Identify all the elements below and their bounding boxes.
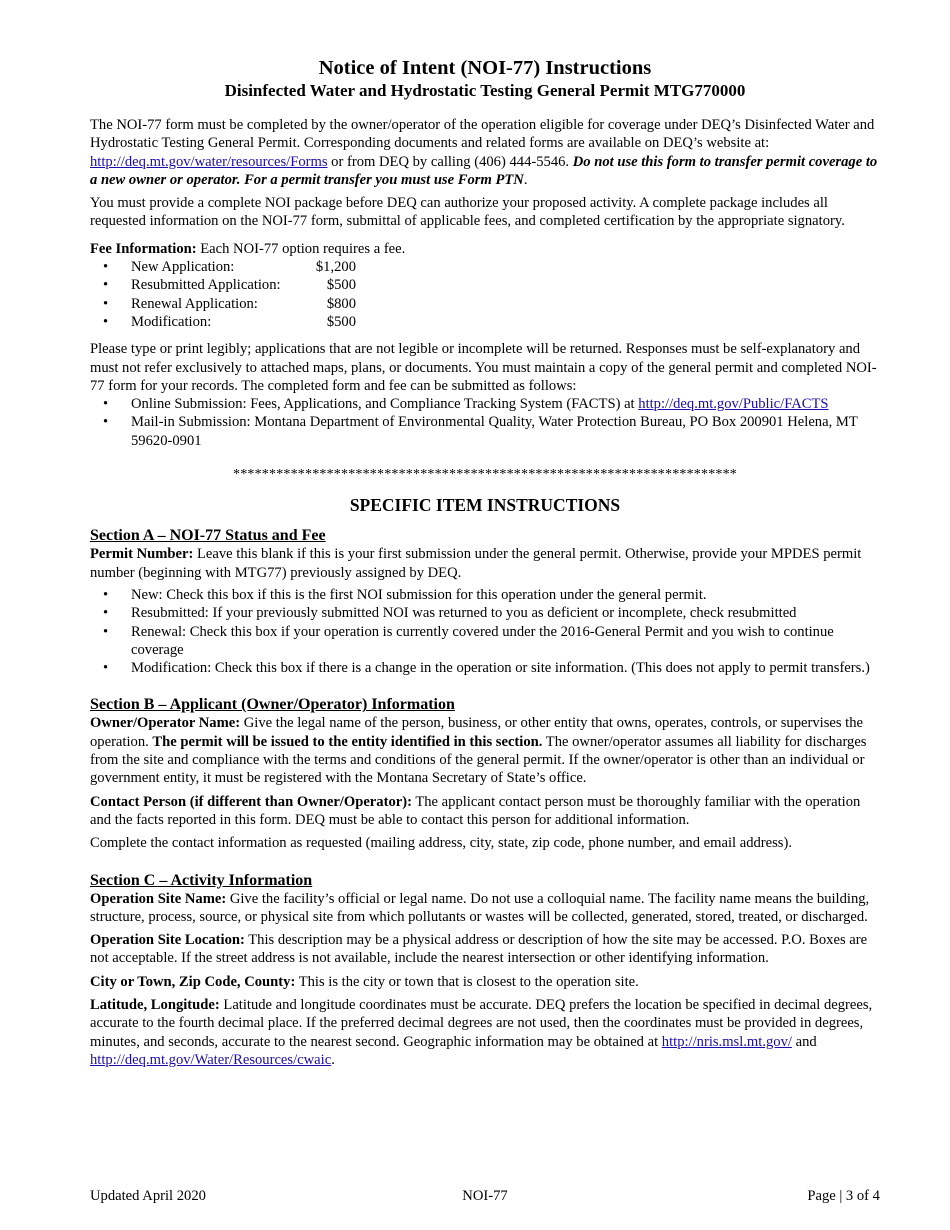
contact-paragraph: Contact Person (if different than Owner/Operator): The applicant contact person must be thoroughly familiar with the operation and the facts reported in this form. DEQ must be able to contact this person for additional information. [90,793,861,828]
status-resubmitted: • Resubmitted: If your previously submitted NOI was returned to you as deficient or incomplete, check resubmitted [90,604,880,622]
footer-updated: Updated April 2020 [90,1188,206,1204]
transfer-warning: Do not use this form to transfer permit coverage to a new owner or operator. For a permit transfer you must use Form PTN [90,153,878,188]
owner-paragraph: Owner/Operator Name: Give the legal name of the person, business, or other entity that owns, operates, controls, or supervises the operation. The permit will be issued to the entity identified in this section. The owner/operator assumes all liability for discharges from the site and compliance with the terms and conditions of the general permit. If the owner/operator is other than an individual or government entity, it must be registered with the Montana Secretary of State’s office. [90,715,867,787]
complete-contact-paragraph: Complete the contact information as requested (mailing address, city, state, zip code, phone number, and email address). [90,835,792,852]
fee-item: • Resubmitted Application: $500 [90,276,880,294]
fee-item: • Renewal Application: $800 [90,295,880,313]
fee-item: • Modification: $500 [90,313,880,331]
fee-item: • New Application: $1,200 [90,258,880,276]
online-submission-item: • Online Submission: Fees, Applications, and Compliance Tracking System (FACTS) at http://deq.mt.gov/Public/FACTS [90,395,880,413]
status-list [90,586,880,677]
footer-form-id: NOI-77 [462,1188,508,1204]
site-name-paragraph: Operation Site Name: Give the facility’s official or legal name. Do not use a colloquial name. The facility name means the building, structure, process, source, or physical site from which pollutants or wastes will be collected, generated, stored, treated, or discharged. [90,890,870,925]
submission-paragraph: Please type or print legibly; applications that are not legible or incomplete will be returned. Responses must be self-explanatory and must not refer exclusively to attached maps, plans, or documents. You must maintain a copy of the general permit and completed NOI-77 form for your records. The completed form and fee can be submitted as follows: [90,341,877,394]
package-paragraph: You must provide a complete NOI package before DEQ can authorize your proposed activity. A complete package includes all requested information on the NOI-77 form, submittal of applicable fees, and completed certification by the appropriate signatory. [90,195,845,230]
site-location-paragraph: Operation Site Location: This description may be a physical address or description of how the site may be accessed. P.O. Boxes are not acceptable. If the street address is not available, include the nearest intersection or other identifying information. [90,932,868,967]
nris-link[interactable]: http://nris.msl.mt.gov/ [661,1033,792,1050]
section-a-title: Section A – NOI-77 Status and Fee [90,527,326,545]
page-subtitle: Disinfected Water and Hydrostatic Testing General Permit MTG770000 [224,81,746,100]
section-b-title: Section B – Applicant (Owner/Operator) Information [90,696,455,714]
divider: ********************************************************************** [233,467,737,483]
status-new: • New: Check this box if this is the first NOI submission for this operation under the general permit. [90,586,880,604]
submission-list [90,395,880,450]
page-footer [90,1187,880,1205]
document-page [90,56,880,1069]
intro-paragraph: The NOI-77 form must be completed by the owner/operator of the operation eligible for coverage under DEQ’s Disinfected Water and Hydrostatic Testing General Permit. Corresponding documents and related forms are available on DEQ’s website at: http://deq.mt.gov/water/resources/Forms or from DEQ by calling (406) 444-5546. Do not use this form to transfer permit coverage to a new owner or operator. For a permit transfer you must use Form PTN. [90,117,878,188]
footer-page-number: Page | 3 of 4 [807,1188,880,1204]
city-paragraph: City or Town, Zip Code, County: This is the city or town that is closest to the operation site. [90,973,639,990]
facts-link[interactable]: http://deq.mt.gov/Public/FACTS [638,396,829,413]
fee-info: Fee Information: Each NOI-77 option requires a fee. [90,240,406,257]
status-modification: • Modification: Check this box if there is a change in the operation or site information. (This does not apply to permit transfers.) [90,659,880,677]
section-c-title: Section C – Activity Information [90,871,313,889]
fee-list [90,258,880,331]
status-renewal: • Renewal: Check this box if your operation is currently covered under the 2016-General Permit and you wish to continue coverage [90,623,880,660]
cwaic-link[interactable]: http://deq.mt.gov/Water/Resources/cwaic [90,1051,332,1068]
forms-link[interactable]: http://deq.mt.gov/water/resources/Forms [90,153,328,170]
permit-number-paragraph: Permit Number: Leave this blank if this is your first submission under the general permit. Otherwise, provide your MPDES permit number (beginning with MTG77) previously assigned by DEQ. [90,546,862,581]
specific-title: SPECIFIC ITEM INSTRUCTIONS [349,495,621,516]
latlon-paragraph: Latitude, Longitude: Latitude and longitude coordinates must be accurate. DEQ prefers the location be specified in decimal degrees, accurate to the fourth decimal place. If the preferred decimal degrees are not used, then the coordinates must be provided in degrees, minutes, and seconds, accurate to the nearest second. Geographic information may be obtained at http://nris.msl.mt.gov/ and http://deq.mt.gov/Water/Resources/cwaic. [90,996,873,1068]
page-title: Notice of Intent (NOI-77) Instructions [318,57,652,79]
mail-submission-item: • Mail-in Submission: Montana Department of Environmental Quality, Water Protection Bureau, PO Box 200901 Helena, MT 59620-0901 [90,413,880,450]
